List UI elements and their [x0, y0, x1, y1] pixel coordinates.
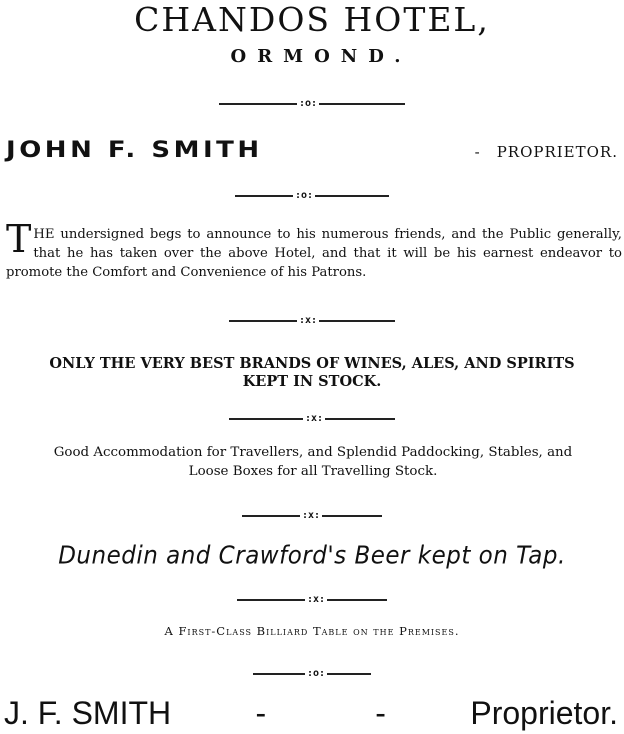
accommodation-line-1: Good Accommodation for Travellers, and Splendid Paddocking, Stables, and: [53, 445, 573, 460]
divider-mark: :o:: [294, 190, 314, 201]
brands-notice: [0, 355, 624, 391]
footer-dash-2: -: [375, 695, 386, 731]
brands-line-2: KEPT IN STOCK.: [242, 373, 382, 390]
divider-5: [0, 510, 624, 522]
proprietor-separator: -: [474, 143, 481, 161]
divider-4: [0, 413, 624, 425]
divider-3: [0, 315, 624, 327]
divider-line: [237, 599, 305, 601]
footer-name: J. F. SMITH: [4, 695, 172, 731]
announcement-paragraph: [6, 217, 622, 282]
divider-line: [229, 418, 303, 420]
footer-signature: [4, 694, 618, 732]
divider-line: [219, 103, 297, 105]
proprietor-name: JOHN F. SMITH: [6, 138, 263, 163]
divider-mark: :x:: [306, 594, 326, 605]
divider-line: [327, 673, 371, 675]
accommodation-line-2: Loose Boxes for all Travelling Stock.: [188, 464, 438, 479]
footer-role: Proprietor.: [470, 695, 618, 731]
divider-line: [319, 320, 395, 322]
announcement-dropcap: T: [6, 217, 32, 261]
divider-mark: :o:: [306, 668, 326, 679]
hotel-town: ORMOND.: [230, 46, 412, 67]
billiard-notice: A First-Class Billiard Table on the Premises.: [164, 624, 460, 638]
divider-mark: :x:: [304, 413, 324, 424]
divider-line: [229, 320, 297, 322]
divider-line: [327, 599, 387, 601]
divider-7: [0, 668, 624, 680]
beer-notice: Dunedin and Crawford's Beer kept on Tap.: [58, 541, 566, 571]
accommodation-notice: [4, 443, 622, 481]
divider-2: [0, 190, 624, 202]
divider-mark: :x:: [301, 510, 321, 521]
proprietor-role: PROPRIETOR.: [496, 143, 618, 161]
divider-line: [235, 195, 293, 197]
divider-line: [253, 673, 305, 675]
announcement-text: HE undersigned begs to announce to his numerous friends, and the Public generally, that he has taken over the above Hotel, and that it will be his earnest endeavor to promote the Comfort and Convenience of his Patrons.: [6, 227, 622, 280]
divider-6: [0, 594, 624, 606]
divider-mark: :o:: [298, 98, 318, 109]
hotel-name: CHANDOS HOTEL,: [134, 0, 490, 39]
divider-line: [315, 195, 389, 197]
footer-dash-1: -: [255, 695, 267, 731]
divider-line: [319, 103, 405, 105]
divider-1: [0, 98, 624, 110]
divider-line: [325, 418, 395, 420]
brands-line-1: ONLY THE VERY BEST BRANDS OF WINES, ALES, AND SPIRITS: [49, 355, 575, 372]
divider-line: [322, 515, 382, 517]
proprietor-line: [6, 138, 618, 163]
divider-mark: :x:: [298, 315, 318, 326]
divider-line: [242, 515, 300, 517]
